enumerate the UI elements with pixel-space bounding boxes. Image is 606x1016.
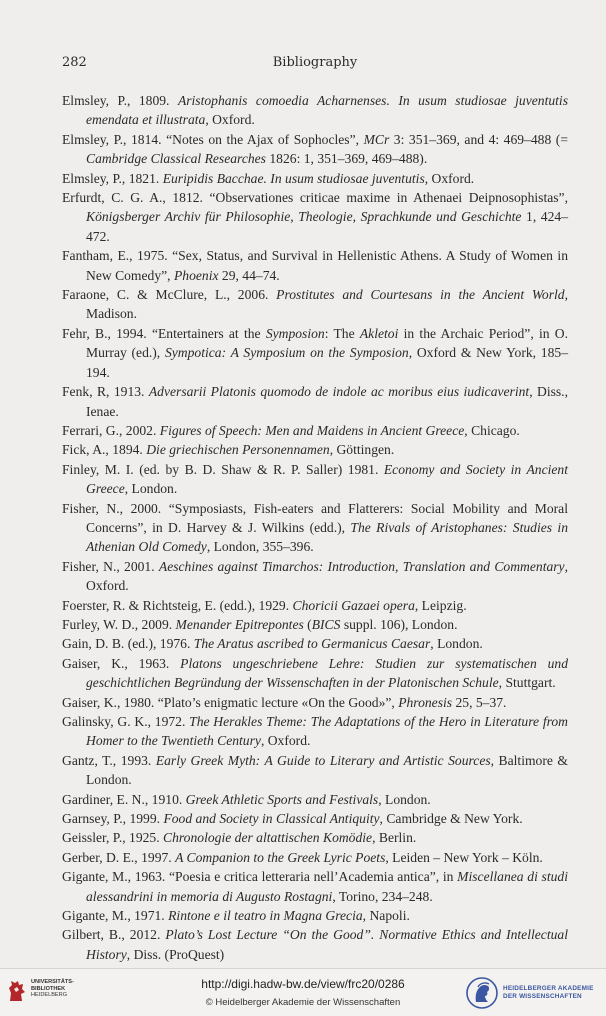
bibliography-entry	[62, 421, 568, 440]
entry-text: , Torino, 234–248.	[332, 888, 433, 904]
page-number: 282	[62, 55, 87, 70]
entry-text: Elmsley, P., 1809.	[62, 93, 178, 108]
bibliography-entry	[62, 285, 568, 324]
entry-text: Ferrari, G., 2002.	[62, 422, 160, 438]
entry-title-italic: Adversarii Platonis quomodo de indole ac moribus eius iudicaverint	[148, 384, 530, 400]
entry-text: , Leiden – New York – Köln.	[385, 849, 543, 865]
entry-text: Elmsley, P., 1821.	[62, 170, 163, 186]
entry-text: 3: 351–369, and 4: 469–488 (=	[389, 131, 568, 147]
entry-text: Gaiser, K., 1963.	[62, 655, 181, 671]
ub-logo-line: UNIVERSITÄTS-	[31, 979, 74, 985]
bibliography-list	[62, 91, 568, 964]
entry-text: Garnsey, P., 1999.	[62, 811, 164, 827]
entry-title-italic: Economy and Society in Ancient Greece	[86, 461, 568, 497]
entry-text: , Oxford.	[86, 558, 568, 594]
entry-text: Gerber, D. E., 1997.	[62, 849, 176, 865]
entry-title-italic: Phronesis	[398, 694, 453, 710]
hadw-logo-line: HEIDELBERGER AKADEMIE	[503, 985, 594, 992]
bibliography-entry	[62, 499, 568, 557]
entry-text: , Diss., Ienae.	[86, 384, 568, 419]
entry-text: Fehr, B., 1994. “Entertainers at the	[62, 325, 266, 341]
entry-title-italic: Die griechischen Personennamen	[146, 442, 330, 458]
entry-text: Gardiner, E. N., 1910.	[62, 791, 186, 807]
bibliography-entry	[62, 246, 568, 285]
entry-text: , Oxford.	[205, 112, 255, 128]
running-head: Bibliography	[272, 55, 358, 70]
entry-text: , London.	[430, 636, 483, 652]
entry-text: , Baltimore & London.	[86, 752, 568, 788]
bibliography-entry	[62, 809, 568, 828]
entry-text: : The	[324, 325, 360, 341]
hadw-logo[interactable]	[466, 977, 594, 1009]
page-header	[62, 55, 568, 75]
entry-text: , Oxford.	[424, 170, 475, 186]
bibliography-entry	[62, 324, 568, 382]
entry-title-italic: Cambridge Classical Researches	[86, 151, 266, 167]
bibliography-entry	[62, 91, 568, 130]
entry-text: Gaiser, K., 1980. “Plato’s enigmatic lecture «On the Good»”,	[62, 694, 399, 710]
entry-title-italic: Plato’s Lost Lecture “On the Good”. Normative Ethics and Intellectual History	[86, 927, 568, 962]
entry-text: Fisher, N., 2001.	[62, 558, 159, 574]
entry-title-italic: Figures of Speech: Men and Maidens in Ancient Greece	[159, 422, 465, 438]
entry-text: , Oxford.	[260, 733, 311, 749]
bibliography-entry	[62, 925, 568, 964]
entry-title-italic: BICS	[311, 616, 341, 632]
bibliography-entry	[62, 712, 568, 751]
entry-title-italic: Aeschines against Timarchos: Introduction, Translation and Commentary	[158, 558, 565, 574]
entry-title-italic: Euripidis Bacchae. In usum studiosae juventutis	[162, 170, 425, 186]
entry-text: Gigante, M., 1963. “Poesia e critica letteraria nell’Academia antica”, in	[62, 869, 458, 885]
entry-title-italic: Chronologie der altattischen Komödie	[163, 830, 373, 846]
entry-text: Gilbert, B., 2012.	[62, 927, 166, 943]
entry-title-italic: Miscellanea di studi alessandrini in memoria di Augusto Rostagni	[86, 869, 568, 904]
entry-title-italic: Menander Epitrepontes	[175, 616, 304, 632]
entry-text: Fenk, R, 1913.	[62, 384, 149, 400]
bibliography-entry	[62, 557, 568, 596]
entry-text: Erfurdt, C. G. A., 1812. “Observationes criticae maxime in Athenaei Deipnosophistas”,	[62, 190, 568, 206]
entry-text: in the Archaic Period”, in O. Murray (ed.),	[86, 325, 568, 361]
entry-text: 1, 424–472.	[86, 209, 568, 244]
entry-text: , Chicago.	[464, 422, 520, 438]
entry-title-italic: Platons ungeschriebene Lehre: Studien zur systematischen und geschichtlichen Begründung der Wissenschaften in der Platonischen Schule	[86, 655, 568, 691]
entry-text: Elmsley, P., 1814. “Notes on the Ajax of Sophocles”,	[62, 131, 364, 147]
bibliography-entry	[62, 654, 568, 693]
entry-text: Fantham, E., 1975. “Sex, Status, and Survival in Hellenistic Athens. A Study of Women in New Comedy”,	[62, 248, 568, 283]
entry-title-italic: Sympotica: A Symposium on the Symposion	[164, 345, 409, 361]
athena-head-icon	[466, 977, 498, 1009]
bibliography-entry	[62, 615, 568, 634]
entry-text: 25, 5–37.	[452, 694, 507, 710]
entry-text: , Berlin.	[372, 830, 417, 846]
entry-title-italic: MCr	[363, 131, 390, 147]
entry-title-italic: Early Greek Myth: A Guide to Literary and Artistic Sources	[155, 752, 491, 768]
footer-center	[120, 977, 486, 1008]
bibliography-entry	[62, 906, 568, 925]
permalink-url[interactable]: http://digi.hadw-bw.de/view/frc20/0286	[201, 977, 405, 991]
hadw-logo-text	[503, 985, 594, 1001]
entry-text: suppl. 106), London.	[340, 616, 458, 632]
entry-title-italic: Prostitutes and Courtesans in the Ancient World	[276, 287, 565, 303]
entry-title-italic: The Herakles Theme: The Adaptations of the Hero in Literature from Homer to the Twentieth Century	[86, 714, 569, 749]
entry-text: , London, 355–396.	[206, 539, 314, 555]
entry-text: , Cambridge & New York.	[379, 811, 523, 827]
entry-text: Foerster, R. & Richtsteig, E. (edd.), 1929.	[62, 597, 293, 613]
bibliography-entry	[62, 382, 568, 421]
entry-title-italic: Akletoi	[359, 325, 399, 341]
entry-title-italic: Rintone e il teatro in Magna Grecia	[168, 908, 363, 924]
bibliography-entry	[62, 169, 568, 188]
entry-title-italic: Aristophanis comoedia Acharnenses. In usum studiosae juventutis emendata et illustrata	[86, 93, 568, 128]
entry-text: (	[303, 616, 312, 632]
entry-text: , Göttingen.	[329, 442, 395, 458]
entry-text: 29, 44–74.	[218, 267, 280, 283]
entry-text: , Oxford & New York, 185–194.	[86, 345, 568, 380]
bibliography-entry	[62, 828, 568, 847]
bibliography-entry	[62, 790, 568, 809]
bibliography-entry	[62, 440, 568, 459]
entry-title-italic: Symposion	[265, 325, 325, 341]
entry-title-italic: The Rivals of Aristophanes: Studies in Athenian Old Comedy	[86, 519, 568, 555]
bibliography-entry	[62, 693, 568, 712]
bibliography-entry	[62, 634, 568, 653]
entry-text: Furley, W. D., 2009.	[62, 616, 176, 632]
entry-title-italic: The Aratus ascribed to Germanicus Caesar	[193, 636, 431, 652]
bibliography-entry	[62, 130, 568, 169]
bibliography-entry	[62, 751, 568, 790]
entry-text: Gigante, M., 1971.	[62, 908, 169, 924]
entry-text: Fick, A., 1894.	[62, 442, 147, 458]
entry-text: , London.	[378, 791, 431, 807]
footer	[0, 968, 606, 1016]
bibliography-entry	[62, 188, 568, 246]
entry-text: , Madison.	[86, 287, 568, 322]
entry-text: 1826: 1, 351–369, 469–488).	[265, 151, 428, 167]
entry-text: , Stuttgart.	[498, 675, 556, 691]
entry-text: Gantz, T., 1993.	[62, 752, 156, 768]
ub-logo-line: BIBLIOTHEK	[31, 985, 66, 992]
entry-text: Faraone, C. & McClure, L., 2006.	[62, 287, 277, 303]
entry-text: , Napoli.	[362, 908, 410, 924]
entry-title-italic: Greek Athletic Sports and Festivals	[185, 791, 379, 807]
ub-heidelberg-logo[interactable]	[8, 979, 74, 1003]
entry-title-italic: Food and Society in Classical Antiquity	[163, 811, 380, 827]
hadw-logo-line: DER WISSENSCHAFTEN	[503, 993, 582, 1000]
entry-text: Finley, M. I. (ed. by B. D. Shaw & R. P. Saller) 1981.	[62, 461, 384, 477]
entry-text: , Leipzig.	[414, 597, 467, 613]
entry-title-italic: A Companion to the Greek Lyric Poets	[175, 849, 386, 865]
bibliography-entry	[62, 867, 568, 906]
bibliography-entry	[62, 596, 568, 615]
bibliography-entry	[62, 848, 568, 867]
ub-lion-icon	[8, 979, 26, 1003]
entry-title-italic: Königsberger Archiv für Philosophie, Theologie, Sprachkunde und Geschichte	[86, 209, 522, 225]
entry-text: , Diss. (ProQuest)	[126, 946, 225, 962]
ub-logo-text	[31, 979, 74, 999]
entry-text: Fisher, N., 2000. “Symposiasts, Fish-eaters and Flatterers: Social Mobility and Moral Concerns”, in D. Harvey & J. Wilkins (edd.),	[62, 500, 568, 535]
entry-title-italic: Choricii Gazaei opera	[292, 597, 415, 613]
ub-logo-line: HEIDELBERG	[31, 992, 68, 999]
bibliography-entry	[62, 460, 568, 499]
entry-text: , London.	[124, 481, 178, 497]
entry-text: Gain, D. B. (ed.), 1976.	[62, 636, 194, 652]
copyright-notice: © Heidelberger Akademie der Wissenschaften	[205, 997, 401, 1008]
entry-title-italic: Phoenix	[173, 267, 219, 283]
entry-text: Geissler, P., 1925.	[62, 830, 164, 846]
entry-text: Galinsky, G. K., 1972.	[62, 714, 190, 729]
